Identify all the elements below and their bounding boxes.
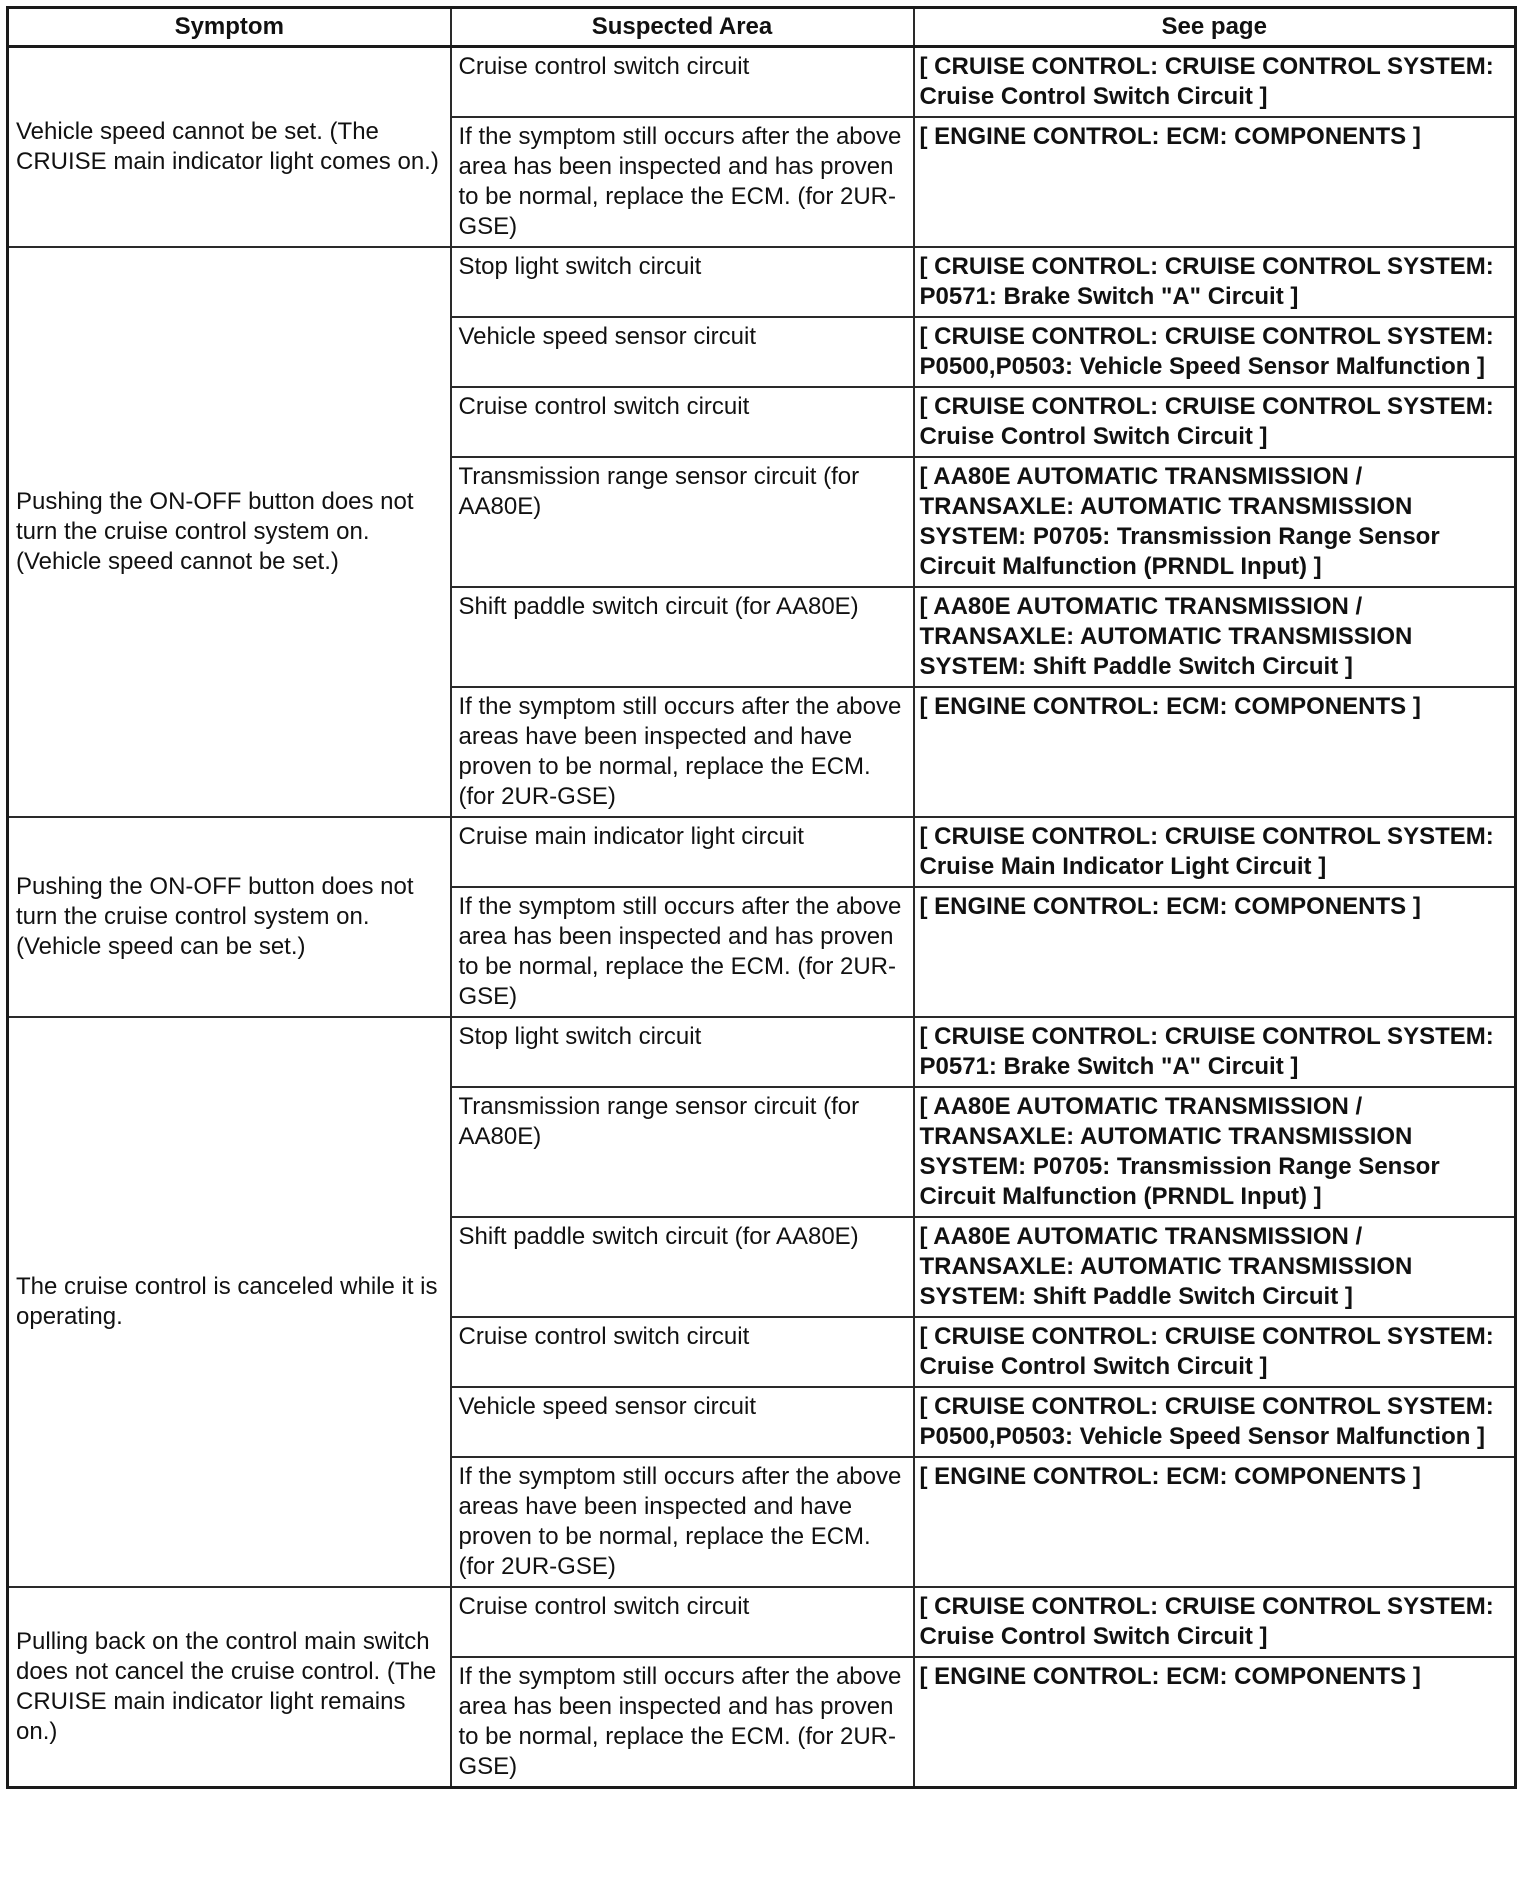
suspected-area-cell: If the symptom still occurs after the above area has been inspected and has proven to be normal, replace the ECM. (for 2UR-GSE) — [451, 117, 914, 247]
header-symptom: Symptom — [8, 8, 451, 47]
see-page-reference: [ CRUISE CONTROL: CRUISE CONTROL SYSTEM: P0571: Brake Switch "A" Circuit ] — [914, 247, 1516, 317]
see-page-reference: [ ENGINE CONTROL: ECM: COMPONENTS ] — [914, 887, 1516, 1017]
symptom-table — [6, 6, 1517, 1789]
suspected-area-cell: If the symptom still occurs after the above areas have been inspected and have proven to be normal, replace the ECM. (for 2UR-GSE) — [451, 687, 914, 817]
header-row — [8, 8, 1516, 47]
symptom-cell: Pulling back on the control main switch does not cancel the cruise control. (The CRUISE main indicator light remains on.) — [8, 1587, 451, 1788]
table-row — [8, 47, 1516, 118]
see-page-reference: [ AA80E AUTOMATIC TRANSMISSION / TRANSAXLE: AUTOMATIC TRANSMISSION SYSTEM: P0705: Transmission Range Sensor Circuit Malfunction (PRNDL Input) ] — [914, 457, 1516, 587]
see-page-reference: [ ENGINE CONTROL: ECM: COMPONENTS ] — [914, 1657, 1516, 1788]
see-page-reference: [ CRUISE CONTROL: CRUISE CONTROL SYSTEM: Cruise Control Switch Circuit ] — [914, 387, 1516, 457]
document — [6, 6, 1514, 1789]
suspected-area-cell: Stop light switch circuit — [451, 247, 914, 317]
see-page-reference: [ CRUISE CONTROL: CRUISE CONTROL SYSTEM: Cruise Control Switch Circuit ] — [914, 1587, 1516, 1657]
see-page-reference: [ AA80E AUTOMATIC TRANSMISSION / TRANSAXLE: AUTOMATIC TRANSMISSION SYSTEM: P0705: Transmission Range Sensor Circuit Malfunction (PRNDL Input) ] — [914, 1087, 1516, 1217]
suspected-area-cell: Transmission range sensor circuit (for AA80E) — [451, 1087, 914, 1217]
suspected-area-cell: Cruise control switch circuit — [451, 387, 914, 457]
suspected-area-cell: Transmission range sensor circuit (for AA80E) — [451, 457, 914, 587]
see-page-reference: [ CRUISE CONTROL: CRUISE CONTROL SYSTEM: Cruise Control Switch Circuit ] — [914, 47, 1516, 118]
header-suspected-area: Suspected Area — [451, 8, 914, 47]
symptom-cell: The cruise control is canceled while it is operating. — [8, 1017, 451, 1587]
suspected-area-cell: Stop light switch circuit — [451, 1017, 914, 1087]
table-body — [8, 47, 1516, 1788]
see-page-reference: [ CRUISE CONTROL: CRUISE CONTROL SYSTEM: P0500,P0503: Vehicle Speed Sensor Malfunction ] — [914, 1387, 1516, 1457]
suspected-area-cell: Shift paddle switch circuit (for AA80E) — [451, 587, 914, 687]
see-page-reference: [ CRUISE CONTROL: CRUISE CONTROL SYSTEM: P0500,P0503: Vehicle Speed Sensor Malfunction ] — [914, 317, 1516, 387]
suspected-area-cell: If the symptom still occurs after the above area has been inspected and has proven to be normal, replace the ECM. (for 2UR-GSE) — [451, 887, 914, 1017]
see-page-reference: [ AA80E AUTOMATIC TRANSMISSION / TRANSAXLE: AUTOMATIC TRANSMISSION SYSTEM: Shift Paddle Switch Circuit ] — [914, 587, 1516, 687]
suspected-area-cell: Cruise control switch circuit — [451, 47, 914, 118]
table-row — [8, 1587, 1516, 1657]
symptom-cell: Pushing the ON-OFF button does not turn the cruise control system on. (Vehicle speed can be set.) — [8, 817, 451, 1017]
suspected-area-cell: Shift paddle switch circuit (for AA80E) — [451, 1217, 914, 1317]
suspected-area-cell: Vehicle speed sensor circuit — [451, 1387, 914, 1457]
see-page-reference: [ CRUISE CONTROL: CRUISE CONTROL SYSTEM: Cruise Control Switch Circuit ] — [914, 1317, 1516, 1387]
table-row — [8, 247, 1516, 317]
see-page-reference: [ ENGINE CONTROL: ECM: COMPONENTS ] — [914, 687, 1516, 817]
see-page-reference: [ CRUISE CONTROL: CRUISE CONTROL SYSTEM: P0571: Brake Switch "A" Circuit ] — [914, 1017, 1516, 1087]
see-page-reference: [ ENGINE CONTROL: ECM: COMPONENTS ] — [914, 117, 1516, 247]
table-row — [8, 817, 1516, 887]
suspected-area-cell: If the symptom still occurs after the above areas have been inspected and have proven to be normal, replace the ECM. (for 2UR-GSE) — [451, 1457, 914, 1587]
see-page-reference: [ AA80E AUTOMATIC TRANSMISSION / TRANSAXLE: AUTOMATIC TRANSMISSION SYSTEM: Shift Paddle Switch Circuit ] — [914, 1217, 1516, 1317]
symptom-cell: Pushing the ON-OFF button does not turn the cruise control system on. (Vehicle speed cannot be set.) — [8, 247, 451, 817]
suspected-area-cell: If the symptom still occurs after the above area has been inspected and has proven to be normal, replace the ECM. (for 2UR-GSE) — [451, 1657, 914, 1788]
see-page-reference: [ ENGINE CONTROL: ECM: COMPONENTS ] — [914, 1457, 1516, 1587]
suspected-area-cell: Cruise main indicator light circuit — [451, 817, 914, 887]
suspected-area-cell: Cruise control switch circuit — [451, 1317, 914, 1387]
header-see-page: See page — [914, 8, 1516, 47]
suspected-area-cell: Cruise control switch circuit — [451, 1587, 914, 1657]
symptom-cell: Vehicle speed cannot be set. (The CRUISE main indicator light comes on.) — [8, 47, 451, 248]
suspected-area-cell: Vehicle speed sensor circuit — [451, 317, 914, 387]
see-page-reference: [ CRUISE CONTROL: CRUISE CONTROL SYSTEM: Cruise Main Indicator Light Circuit ] — [914, 817, 1516, 887]
table-row — [8, 1017, 1516, 1087]
